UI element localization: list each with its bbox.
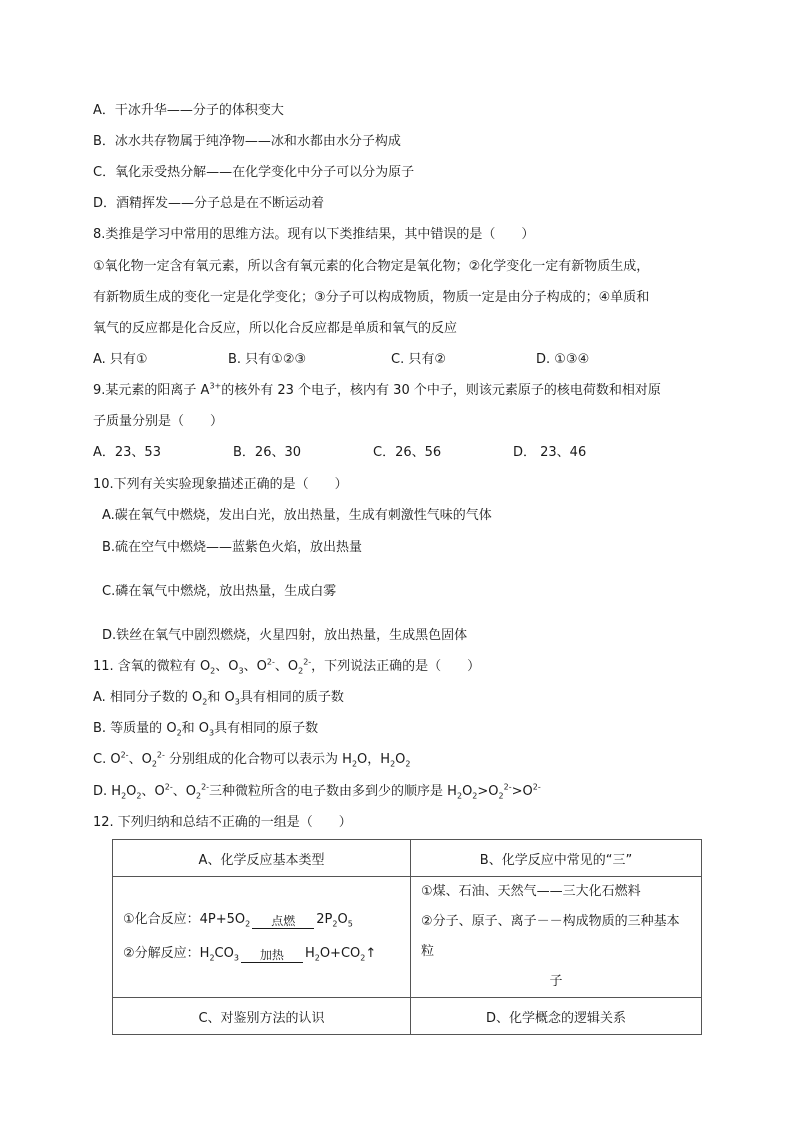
- q9-option-a: A．23、53: [93, 445, 161, 460]
- q12-b-line3: 子: [549, 974, 563, 989]
- q11-option-c: C. $O^{2-}$、$O_2^{2-}$ 分别组成的化合物可以表示为 $H_2O$，$H_2O_2$: [93, 750, 411, 769]
- q12-b-line2: ②分子、原子、离子－－构成物质的三种基本粒: [421, 914, 680, 959]
- q8-stem: 8.类推是学习中常用的思维方法。现有以下类推结果，其中错误的是（ ）: [93, 227, 535, 242]
- q8-option-a: A. 只有①: [93, 352, 148, 367]
- q12-cell-a: [113, 877, 411, 998]
- q9-option-d: D． 23、46: [513, 445, 587, 460]
- q12-reaction-decomposition: ②分解反应：$H_2CO_3$ 加热 $H_2O+CO_2↑$: [123, 946, 377, 963]
- q11-stem: 11. 含氧的微粒有 $O_2$、$O_3$、$O^{2-}$、$O_2^{2-}$，下列说法正确的是（ ）: [93, 657, 481, 676]
- q10-option-c: C.磷在氧气中燃烧，放出热量，生成白雾: [102, 584, 337, 599]
- reaction-condition-heat: 加热: [241, 949, 303, 963]
- q12-table: [112, 839, 702, 1035]
- q12-cell-b: [411, 877, 702, 998]
- q10-option-b: B.硫在空气中燃烧——蓝紫色火焰，放出热量: [102, 540, 363, 555]
- reaction-condition-ignite: 点燃: [252, 915, 314, 929]
- q7-option-d: D．酒精挥发——分子总是在不断运动着: [93, 196, 325, 211]
- q9-option-c: C．26、56: [373, 445, 442, 460]
- q9-stem-line2: 子质量分别是（ ）: [93, 414, 224, 429]
- q12-stem: 12. 下列归纳和总结不正确的一组是（ ）: [93, 815, 352, 830]
- q7-option-c: C．氧化汞受热分解——在化学变化中分子可以分为原子: [93, 165, 415, 180]
- q10-stem: 10.下列有关实验现象描述正确的是（ ）: [93, 477, 348, 492]
- q8-option-b: B. 只有①②③: [228, 352, 307, 367]
- q12-reaction-combination: ①化合反应：$4P+5O_2$ 点燃 $2P_2O_5$: [123, 912, 353, 929]
- q12-header-b: B、化学反应中常见的“三”: [411, 840, 702, 877]
- q9-options: [93, 444, 693, 462]
- q10-option-a: A.碳在氧气中燃烧，发出白光，放出热量，生成有刺激性气味的气体: [102, 508, 492, 523]
- q12-header-c: C、对鉴别方法的认识: [113, 998, 411, 1035]
- q8-statement-line3: 氧气的反应都是化合反应，所以化合反应都是单质和氧气的反应: [93, 321, 458, 336]
- q12-b-line1: ①煤、石油、天然气——三大化石燃料: [421, 884, 641, 899]
- q8-option-c: C. 只有②: [391, 352, 446, 367]
- q7-option-a: A．干冰升华——分子的体积变大: [93, 103, 284, 118]
- q11-option-d: D. $H_2O_2$、$O^{2-}$、$O_2^{2-}$三种微粒所含的电子数由多到少的顺序是 $H_2O_2>O_2^{2-}>O^{2-}$: [93, 782, 541, 801]
- q10-option-d: D.铁丝在氧气中剧烈燃烧，火星四射，放出热量，生成黑色固体: [102, 628, 468, 643]
- q9-stem: 9.某元素的阳离子 $A^{3+}$的核外有 23 个电子，核内有 30 个中子，则该元素原子的核电荷数和相对原: [93, 381, 661, 398]
- q8-option-d: D. ①③④: [536, 352, 590, 367]
- q9-option-b: B．26、30: [233, 445, 302, 460]
- q12-header-a: A、化学反应基本类型: [113, 840, 411, 877]
- q8-options: [93, 351, 693, 369]
- q11-option-a: A. 相同分子数的 $O_2$和 $O_3$具有相同的质子数: [93, 690, 344, 707]
- q11-option-b: B. 等质量的 $O_2$和 $O_3$具有相同的原子数: [93, 721, 319, 738]
- gas-arrow-icon: ↑: [365, 946, 377, 961]
- q7-option-b: B．冰水共存物属于纯净物——冰和水都由水分子构成: [93, 134, 401, 149]
- q8-statement-line1: ①氧化物一定含有氧元素，所以含有氧元素的化合物定是氧化物；②化学变化一定有新物质生成，: [93, 259, 650, 274]
- q8-statement-line2: 有新物质生成的变化一定是化学变化；③分子可以构成物质，物质一定是由分子构成的；④单质和: [93, 290, 650, 305]
- q12-header-d: D、化学概念的逻辑关系: [411, 998, 702, 1035]
